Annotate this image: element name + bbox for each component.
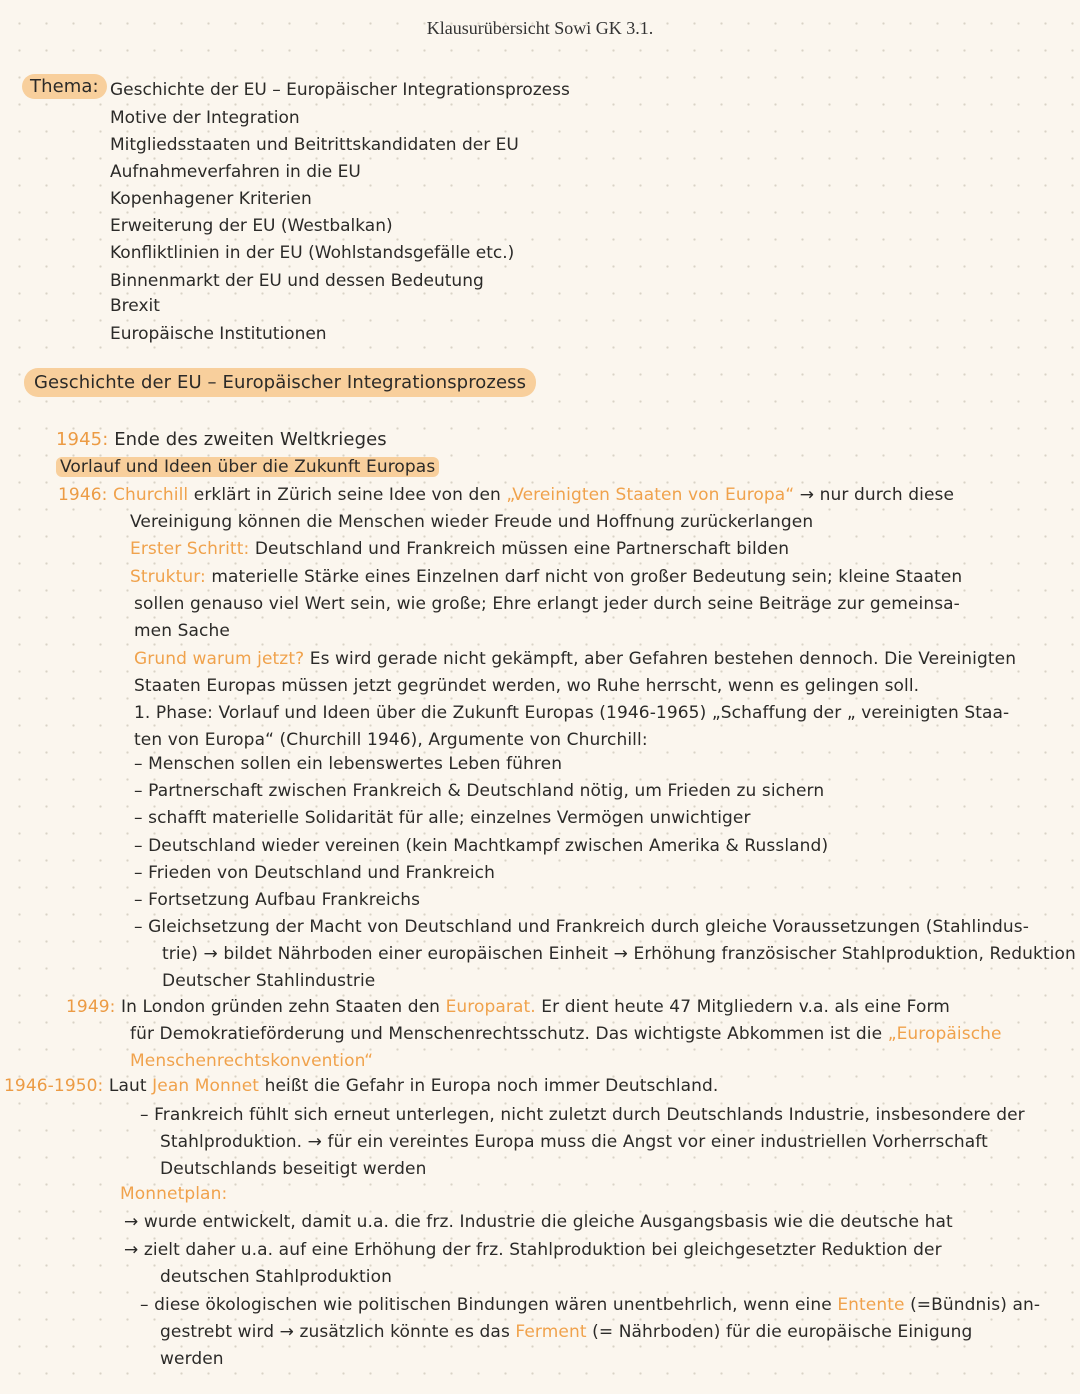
topic-item: Binnenmarkt der EU und dessen Bedeutung <box>110 271 484 291</box>
text-line: für Demokratieförderung und Menschenrechtsschutz. Das wichtigste Abkommen ist die „Europäische <box>130 1024 1002 1044</box>
text-line: Menschenrechtskonvention“ <box>130 1051 374 1071</box>
monnetplan-heading: Monnetplan: <box>120 1184 228 1204</box>
text-line: werden <box>160 1349 224 1369</box>
text-line: – Frankreich fühlt sich erneut unterlegen, nicht zuletzt durch Deutschlands Industrie, insbesondere der <box>140 1105 1025 1125</box>
topic-item: Aufnahmeverfahren in die EU <box>110 162 361 182</box>
text-line: gestrebt wird → zusätzlich könnte es das Ferment (= Nährboden) für die europäische Einigung <box>160 1322 973 1342</box>
text-line: men Sache <box>134 621 230 641</box>
entry-1945: 1945: Ende des zweiten Weltkrieges <box>56 429 387 450</box>
text-line: deutschen Stahlproduktion <box>160 1267 392 1287</box>
topic-item: Mitgliedsstaaten und Beitrittskandidaten der EU <box>110 135 519 155</box>
bullet-item: – Partnerschaft zwischen Frankreich & Deutschland nötig, um Frieden zu sichern <box>134 781 825 801</box>
bullet-item: – Gleichsetzung der Macht von Deutschland und Frankreich durch gleiche Voraussetzungen (Stahlindus- <box>134 917 1030 937</box>
bullet-item: – Frieden von Deutschland und Frankreich <box>134 863 495 883</box>
text-line: Stahlproduktion. → für ein vereintes Europa muss die Angst vor einer industriellen Vorherrschaft <box>160 1132 988 1152</box>
topic-item: Kopenhagener Kriterien <box>110 189 312 209</box>
topic-item: Motive der Integration <box>110 108 300 128</box>
entry-1949: 1949: In London gründen zehn Staaten den Europarat. Er dient heute 47 Mitgliedern v.a. als eine Form <box>66 997 950 1017</box>
text-line: ten von Europa“ (Churchill 1946), Argumente von Churchill: <box>134 730 648 750</box>
text-line: → zielt daher u.a. auf eine Erhöhung der frz. Stahlproduktion bei gleichgesetzter Reduktion der <box>124 1240 942 1260</box>
topic-item: Geschichte der EU – Europäischer Integrationsprozess <box>110 80 570 100</box>
bullet-item: – Deutschland wieder vereinen (kein Machtkampf zwischen Amerika & Russland) <box>134 836 829 856</box>
erster-schritt: Erster Schritt: Deutschland und Frankreich müssen eine Partnerschaft bilden <box>130 539 790 559</box>
topic-item: Konfliktlinien in der EU (Wohlstandsgefälle etc.) <box>110 243 515 263</box>
text-line: Deutscher Stahlindustrie <box>162 971 376 991</box>
struktur: Struktur: materielle Stärke eines Einzelnen darf nicht von großer Bedeutung sein; kleine Staaten <box>130 567 963 587</box>
bullet-item: – Menschen sollen ein lebenswertes Leben führen <box>134 754 563 774</box>
section-title: Geschichte der EU – Europäischer Integrationsprozess <box>24 372 536 393</box>
thema-label: Thema: <box>22 76 107 97</box>
text-line: trie) → bildet Nährboden einer europäischen Einheit → Erhöhung französischer Stahlproduktion, Reduktion <box>162 944 1076 964</box>
grund: Grund warum jetzt? Es wird gerade nicht gekämpft, aber Gefahren bestehen dennoch. Die Vereinigten <box>134 649 1017 669</box>
text-line: Deutschlands beseitigt werden <box>160 1159 427 1179</box>
text-line: 1. Phase: Vorlauf und Ideen über die Zukunft Europas (1946-1965) „Schaffung der „ vereinigten Staa- <box>134 703 1010 723</box>
topic-item: Europäische Institutionen <box>110 324 327 344</box>
text-line: Vereinigung können die Menschen wieder Freude und Hoffnung zurückerlangen <box>130 512 814 532</box>
topic-item: Brexit <box>110 296 160 316</box>
page-header: Klausurübersicht Sowi GK 3.1. <box>426 18 654 38</box>
text-line: – diese ökologischen wie politischen Bindungen wären unentbehrlich, wenn eine Entente (=Bündnis) an- <box>140 1295 1041 1315</box>
text-line: → wurde entwickelt, damit u.a. die frz. Industrie die gleiche Ausgangsbasis wie die deutsche hat <box>124 1212 953 1232</box>
entry-1946-1950: 1946-1950: Laut Jean Monnet heißt die Gefahr in Europa noch immer Deutschland. <box>4 1076 719 1096</box>
bullet-item: – schafft materielle Solidarität für alle; einzelnes Vermögen unwichtiger <box>134 808 751 828</box>
bullet-item: – Fortsetzung Aufbau Frankreichs <box>134 890 421 910</box>
text-line: sollen genauso viel Wert sein, wie große; Ehre erlangt jeder durch seine Beiträge zur gemeinsa- <box>134 594 960 614</box>
entry-1946: 1946: Churchill erklärt in Zürich seine Idee von den „Vereinigten Staaten von Europa“ → nur durch diese <box>58 485 955 505</box>
text-line: Staaten Europas müssen jetzt gegründet werden, wo Ruhe herrscht, wenn es gelingen soll. <box>134 676 920 696</box>
topic-item: Erweiterung der EU (Westbalkan) <box>110 216 393 236</box>
vorlauf-heading: Vorlauf und Ideen über die Zukunft Europas <box>56 457 439 477</box>
